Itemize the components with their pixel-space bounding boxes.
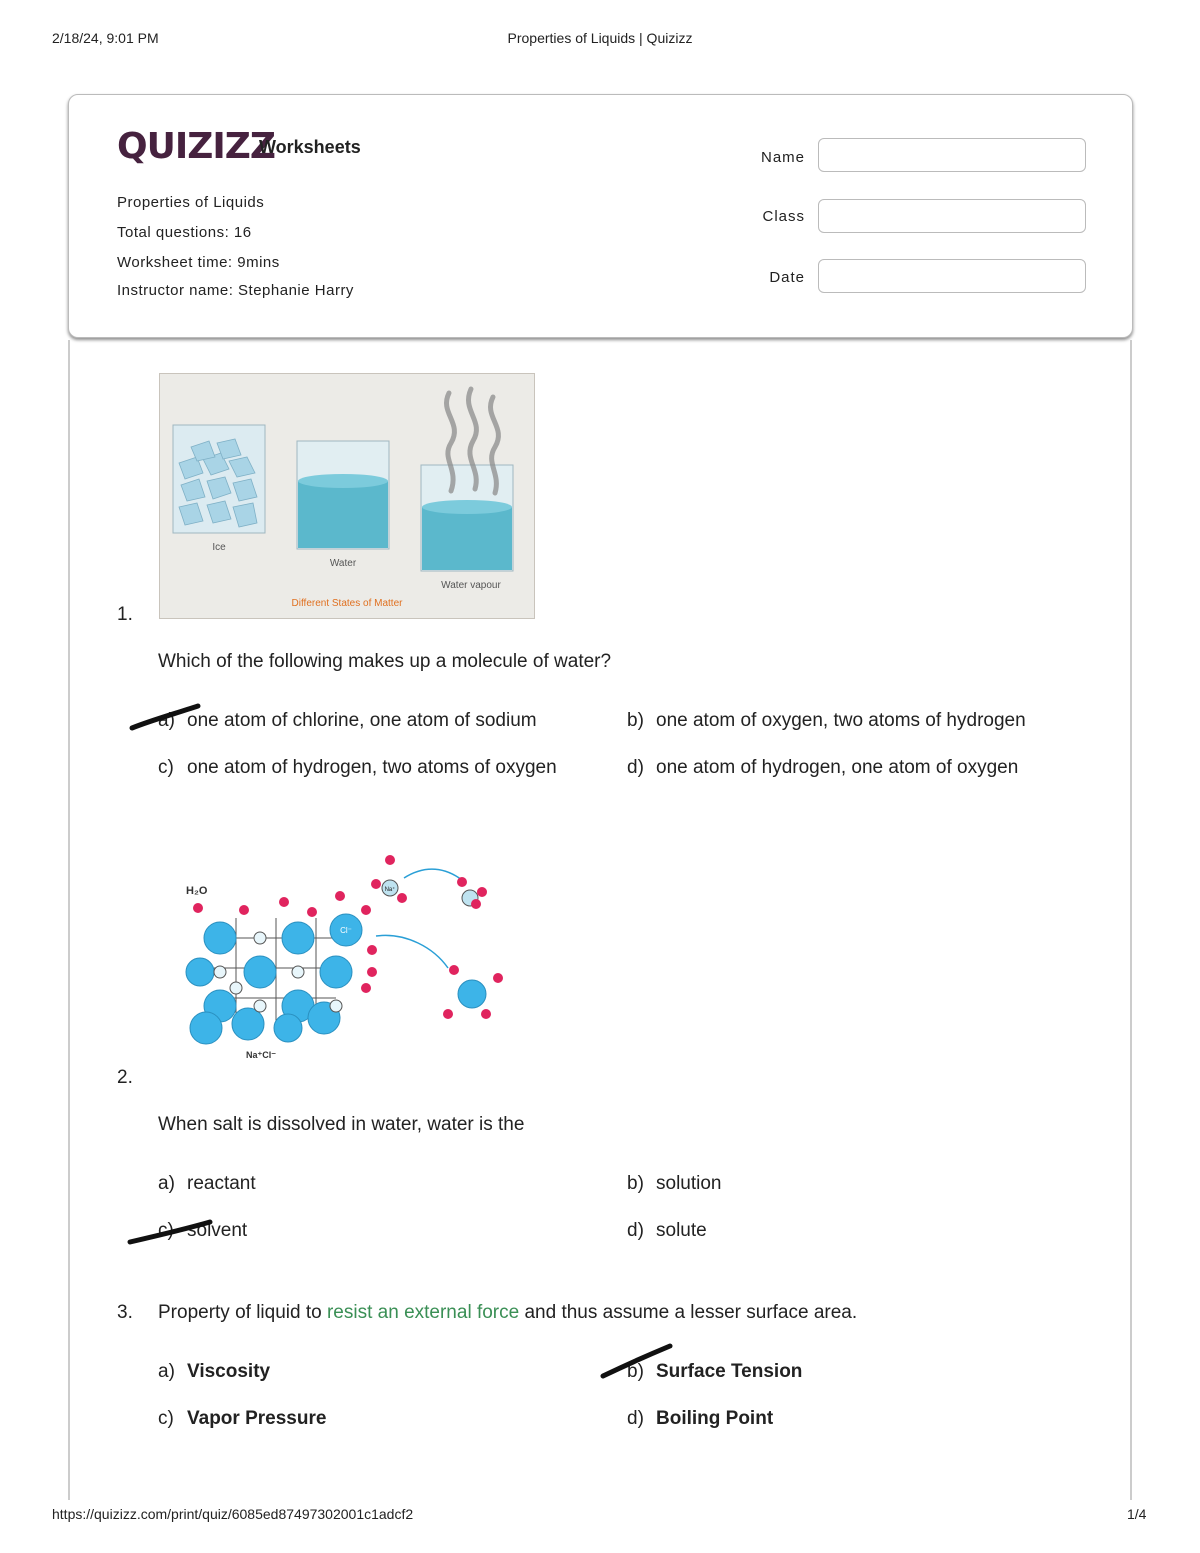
print-title: Properties of Liquids | Quizizz [507, 30, 693, 46]
q3-pen-mark [598, 1340, 678, 1382]
q3-text-highlight: resist an external force [326, 1302, 520, 1323]
q3-option-a[interactable] [158, 1361, 270, 1383]
name-field[interactable] [818, 138, 1086, 172]
q3-option-c-letter: c) [158, 1408, 174, 1429]
page-border-right [1130, 340, 1132, 1500]
q2-option-b-text: solution [656, 1173, 722, 1194]
q2-option-a[interactable] [158, 1173, 256, 1195]
q3-option-c[interactable] [158, 1408, 326, 1430]
q3-text-before: Property of liquid to [158, 1302, 327, 1323]
q1-option-a-text: one atom of chlorine, one atom of sodium [187, 710, 537, 731]
q1-option-c[interactable] [158, 757, 557, 779]
q1-option-b-letter: b) [627, 710, 644, 731]
q1-option-b-text: one atom of oxygen, two atoms of hydrogen [656, 710, 1026, 731]
q2-option-a-text: reactant [187, 1173, 256, 1194]
q3-option-d-letter: d) [627, 1408, 644, 1429]
total-questions: Total questions: 16 [117, 224, 252, 241]
q3-option-b-text: Surface Tension [656, 1361, 803, 1382]
q3-option-b-letter: b) [627, 1361, 644, 1382]
worksheet-time: Worksheet time: 9mins [117, 254, 280, 271]
date-field[interactable] [818, 259, 1086, 293]
q1-option-c-letter: c) [158, 757, 174, 778]
class-field[interactable] [818, 199, 1086, 233]
q2-option-b[interactable] [627, 1173, 722, 1195]
print-page-number: 1/4 [1127, 1506, 1147, 1522]
salt-dissolving-image [176, 838, 506, 1068]
q1-option-d[interactable] [627, 757, 1018, 779]
name-label: Name [760, 149, 805, 166]
page-border-left [68, 340, 70, 1500]
ice-label: Ice [212, 542, 226, 553]
q2-pen-mark [126, 1214, 216, 1248]
q2-option-d-letter: d) [627, 1220, 644, 1241]
q2-option-c-letter: c) [158, 1220, 174, 1241]
na-ion-label: Na⁺ [384, 887, 396, 893]
worksheet-header-card [68, 94, 1133, 338]
class-label: Class [762, 208, 805, 225]
question-1-number: 1. [117, 604, 133, 625]
q3-option-d-text: Boiling Point [656, 1408, 774, 1429]
h2o-label: H₂O [186, 885, 208, 897]
q1-option-c-text: one atom of hydrogen, two atoms of oxygen [187, 757, 557, 778]
question-1-text: Which of the following makes up a molecule of water? [158, 651, 612, 672]
q1-option-a-letter: a) [158, 710, 175, 731]
q1-option-d-letter: d) [627, 757, 644, 778]
nacl-label: Na⁺Cl⁻ [246, 1050, 277, 1060]
question-2-text: When salt is dissolved in water, water is the [158, 1114, 525, 1135]
instructor-name: Instructor name: Stephanie Harry [117, 282, 354, 299]
q3-option-a-text: Viscosity [187, 1361, 271, 1382]
quizizz-logo: QUIZIZZ [117, 126, 275, 167]
q2-option-a-letter: a) [158, 1173, 175, 1194]
q3-option-d[interactable] [627, 1408, 773, 1430]
date-label: Date [769, 269, 805, 286]
print-url[interactable]: https://quizizz.com/print/quiz/6085ed87497302001c1adcf2 [52, 1506, 414, 1522]
q1-option-a[interactable] [158, 710, 537, 732]
q1-option-b[interactable] [627, 710, 1026, 732]
vapour-label: Water vapour [441, 580, 501, 591]
q2-option-d-text: solute [656, 1220, 707, 1241]
q1-pen-mark [128, 700, 208, 734]
worksheets-label: Worksheets [259, 137, 361, 157]
q1-option-d-text: one atom of hydrogen, one atom of oxygen [656, 757, 1019, 778]
print-datetime: 2/18/24, 9:01 PM [52, 30, 159, 46]
q2-option-d[interactable] [627, 1220, 707, 1242]
question-3-text [158, 1302, 857, 1324]
image-caption: Different States of Matter [291, 598, 403, 609]
water-label: Water [329, 558, 357, 569]
states-of-matter-image [159, 373, 535, 619]
q3-text-after: and thus assume a lesser surface area. [519, 1302, 858, 1323]
q2-option-c-text: solvent [187, 1220, 248, 1241]
q2-option-b-letter: b) [627, 1173, 644, 1194]
q3-option-c-text: Vapor Pressure [187, 1408, 327, 1429]
q3-option-a-letter: a) [158, 1361, 175, 1382]
cl-ion-label: Cl⁻ [340, 926, 352, 935]
question-2-number: 2. [117, 1067, 133, 1088]
worksheet-title: Properties of Liquids [117, 194, 265, 211]
question-3-number: 3. [117, 1302, 133, 1323]
